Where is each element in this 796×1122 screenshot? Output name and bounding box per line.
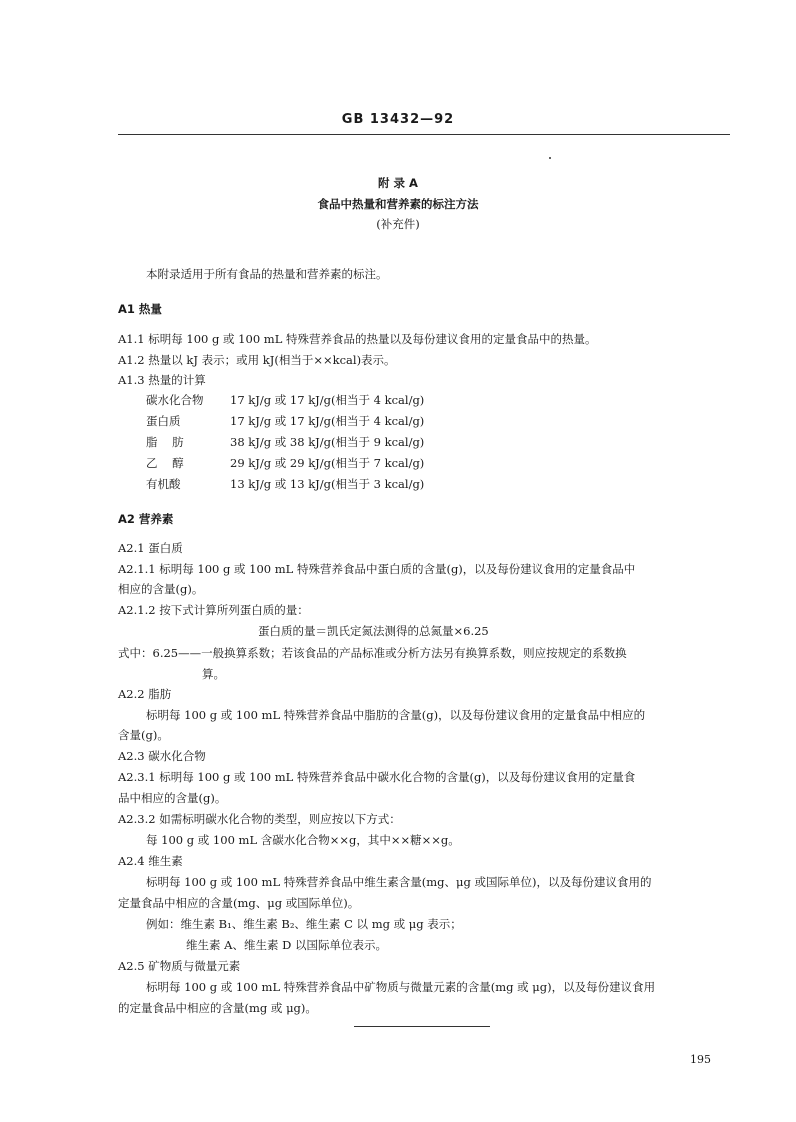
paragraph-a2-1-2: A2.1.2 按下式计算所列蛋白质的量： bbox=[118, 603, 309, 617]
table-row-name: 乙 醇 bbox=[146, 456, 184, 470]
intro-paragraph: 本附录适用于所有食品的热量和营养素的标注。 bbox=[146, 267, 388, 281]
appendix-label: 附 录 A bbox=[378, 176, 418, 190]
speck bbox=[549, 157, 551, 159]
table-row-value: 13 kJ/g 或 13 kJ/g(相当于 3 kcal/g) bbox=[230, 477, 425, 491]
subheading-a2-5: A2.5 矿物质与微量元素 bbox=[118, 959, 241, 973]
table-row-value: 29 kJ/g 或 29 kJ/g(相当于 7 kcal/g) bbox=[230, 456, 425, 470]
paragraph-a1-2: A1.2 热量以 kJ 表示；或用 kJ(相当于××kcal)表示。 bbox=[118, 353, 396, 367]
paragraph-a2-4-line1: 标明每 100 g 或 100 mL 特殊营养食品中维生素含量(mg、μg 或国际单位)，以及每份建议食用的 bbox=[146, 875, 652, 889]
paragraph-a2-3-1-line2: 品中相应的含量(g)。 bbox=[118, 791, 227, 805]
subheading-a2-1: A2.1 蛋白质 bbox=[118, 541, 183, 555]
paragraph-a2-5-line2: 的定量食品中相应的含量(mg 或 μg)。 bbox=[118, 1001, 317, 1015]
carbohydrate-example: 每 100 g 或 100 mL 含碳水化合物××g，其中××糖××g。 bbox=[146, 833, 460, 847]
paragraph-a2-2-line1: 标明每 100 g 或 100 mL 特殊营养食品中脂肪的含量(g)，以及每份建议食用的定量食品中相应的 bbox=[146, 708, 646, 722]
subheading-a2-2: A2.2 脂肪 bbox=[118, 687, 172, 701]
table-row-name: 蛋白质 bbox=[146, 414, 181, 428]
protein-formula: 蛋白质的量＝凯氏定氮法测得的总氮量×6.25 bbox=[258, 624, 489, 638]
paragraph-a2-2-line2: 含量(g)。 bbox=[118, 728, 169, 742]
section-a2-heading: A2 营养素 bbox=[118, 512, 174, 526]
document-code: GB 13432—92 bbox=[341, 112, 455, 127]
section-a1-heading: A1 热量 bbox=[118, 302, 162, 316]
subheading-a2-4: A2.4 维生素 bbox=[118, 854, 183, 868]
paragraph-a1-1: A1.1 标明每 100 g 或 100 mL 特殊营养食品的热量以及每份建议食用的定量食品中的热量。 bbox=[118, 332, 597, 346]
table-row-value: 38 kJ/g 或 38 kJ/g(相当于 9 kcal/g) bbox=[230, 435, 425, 449]
paragraph-a2-3-1-line1: A2.3.1 标明每 100 g 或 100 mL 特殊营养食品中碳水化合物的含量(g)，以及每份建议食用的定量食 bbox=[118, 770, 636, 784]
formula-explanation-line2: 算。 bbox=[202, 667, 225, 681]
header-rule bbox=[118, 134, 730, 135]
paragraph-a2-5-line1: 标明每 100 g 或 100 mL 特殊营养食品中矿物质与微量元素的含量(mg 或 μg)，以及每份建议食用 bbox=[146, 980, 656, 994]
page-number: 195 bbox=[690, 1053, 711, 1066]
formula-explanation-line1: 式中：6.25——一般换算系数；若该食品的产品标准或分析方法另有换算系数，则应按规定的系数换 bbox=[118, 646, 627, 660]
paragraph-a2-1-1-line1: A2.1.1 标明每 100 g 或 100 mL 特殊营养食品中蛋白质的含量(g)，以及每份建议食用的定量食品中 bbox=[118, 562, 636, 576]
table-row-name: 脂 肪 bbox=[146, 435, 184, 449]
appendix-note: (补充件) bbox=[376, 217, 420, 231]
paragraph-a2-1-1-line2: 相应的含量(g)。 bbox=[118, 582, 204, 596]
table-row-name: 碳水化合物 bbox=[146, 393, 204, 407]
end-rule bbox=[354, 1026, 490, 1027]
vitamin-example-line2: 维生素 A、维生素 D 以国际单位表示。 bbox=[186, 938, 387, 952]
table-row-value: 17 kJ/g 或 17 kJ/g(相当于 4 kcal/g) bbox=[230, 414, 425, 428]
paragraph-a2-4-line2: 定量食品中相应的含量(mg、μg 或国际单位)。 bbox=[118, 896, 360, 910]
appendix-title: 食品中热量和营养素的标注方法 bbox=[317, 197, 479, 211]
vitamin-example-line1: 例如：维生素 B₁、维生素 B₂、维生素 C 以 mg 或 μg 表示； bbox=[146, 917, 462, 931]
paragraph-a1-3: A1.3 热量的计算 bbox=[118, 373, 206, 387]
table-row-name: 有机酸 bbox=[146, 477, 181, 491]
paragraph-a2-3-2: A2.3.2 如需标明碳水化合物的类型，则应按以下方式： bbox=[118, 812, 401, 826]
subheading-a2-3: A2.3 碳水化合物 bbox=[118, 749, 206, 763]
table-row-value: 17 kJ/g 或 17 kJ/g(相当于 4 kcal/g) bbox=[230, 393, 425, 407]
